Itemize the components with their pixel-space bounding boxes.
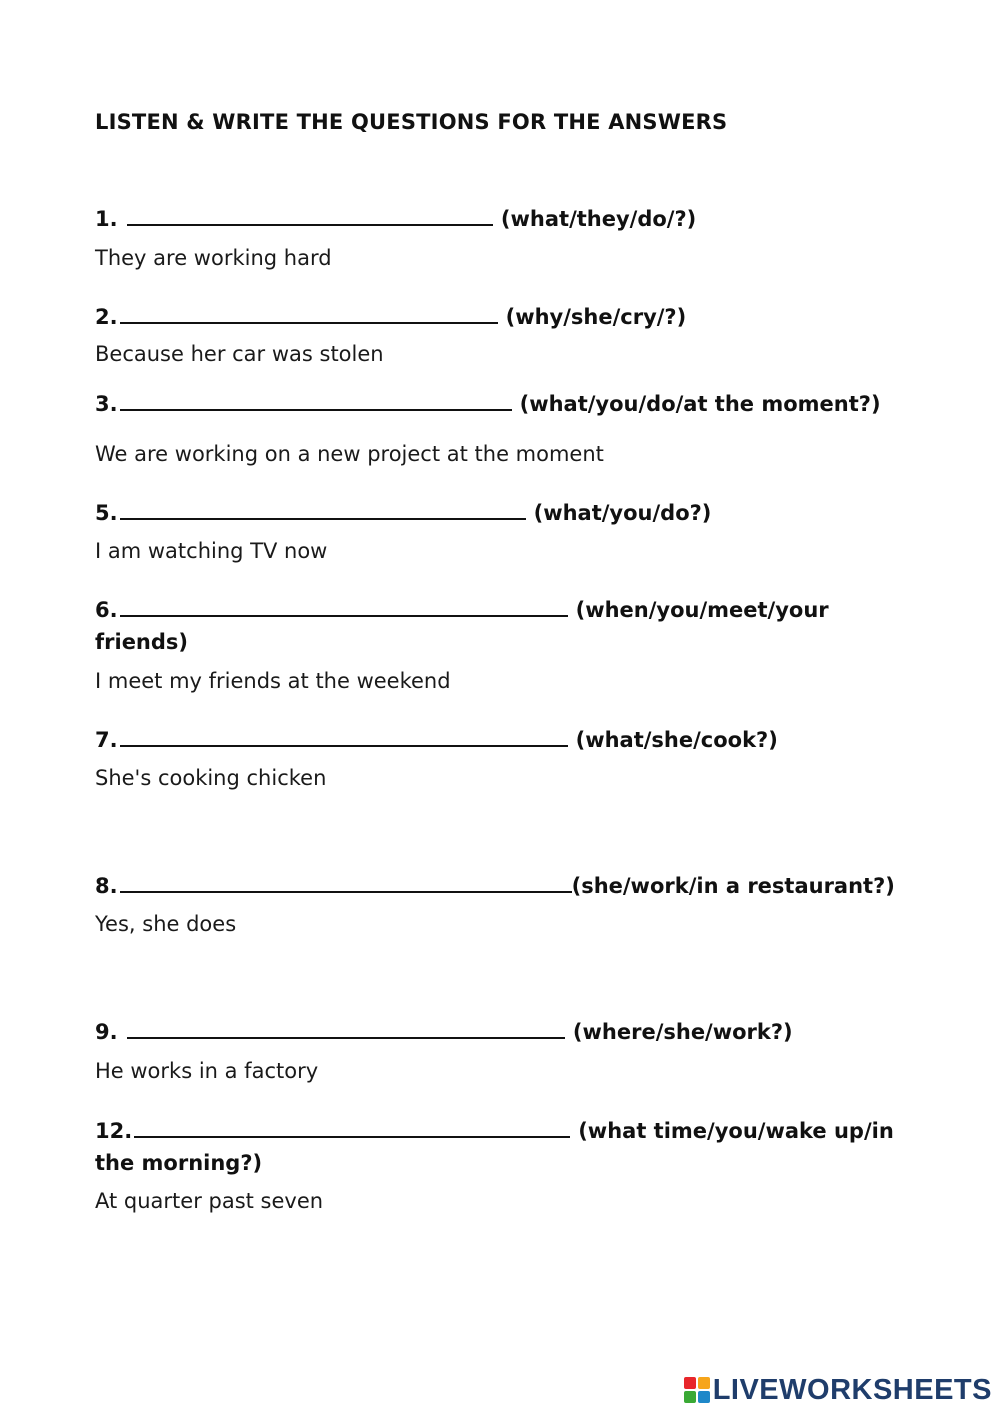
question-number: 6. xyxy=(95,598,118,622)
answer-blank[interactable] xyxy=(120,871,572,893)
answer-blank[interactable] xyxy=(120,302,498,324)
question-prompt: (what/you/do/at the moment?) xyxy=(519,392,881,416)
question-prompt: (when/you/meet/your xyxy=(575,598,829,622)
answer-blank[interactable] xyxy=(120,595,568,617)
answer-text: He works in a factory xyxy=(95,1059,319,1083)
question-2 xyxy=(95,302,686,332)
question-prompt: (what/you/do?) xyxy=(533,501,712,525)
question-8 xyxy=(95,871,895,901)
question-prompt: (what/they/do/?) xyxy=(500,207,697,231)
question-number: 3. xyxy=(95,392,118,416)
question-number: 12. xyxy=(95,1119,133,1143)
answer-text: She's cooking chicken xyxy=(95,766,327,790)
question-number: 1. xyxy=(95,207,125,231)
answer-blank[interactable] xyxy=(134,1116,570,1138)
question-prompt: (what/she/cook?) xyxy=(575,728,778,752)
question-prompt: (she/work/in a restaurant?) xyxy=(571,874,895,898)
question-number: 7. xyxy=(95,728,118,752)
liveworksheets-logo[interactable] xyxy=(684,1373,992,1407)
question-number: 9. xyxy=(95,1020,125,1044)
answer-text: I meet my friends at the weekend xyxy=(95,669,451,693)
liveworksheets-logo-icon xyxy=(684,1377,710,1403)
answer-text: I am watching TV now xyxy=(95,539,328,563)
answer-text: At quarter past seven xyxy=(95,1189,324,1213)
logo-square-green xyxy=(684,1391,696,1403)
logo-square-orange xyxy=(698,1377,710,1389)
answer-blank[interactable] xyxy=(120,725,568,747)
logo-square-red xyxy=(684,1377,696,1389)
logo-square-blue xyxy=(698,1391,710,1403)
question-3 xyxy=(95,389,881,419)
question-prompt: (what time/you/wake up/in xyxy=(578,1119,894,1143)
question-number: 5. xyxy=(95,501,118,525)
question-1 xyxy=(95,204,696,234)
logo-text: LIVEWORKSHEETS xyxy=(712,1373,992,1406)
question-12 xyxy=(95,1116,894,1146)
answer-text: Yes, she does xyxy=(95,912,237,936)
question-prompt: (where/she/work?) xyxy=(572,1020,793,1044)
question-number: 2. xyxy=(95,305,118,329)
answer-blank[interactable] xyxy=(120,498,526,520)
question-9 xyxy=(95,1017,793,1047)
question-5 xyxy=(95,498,711,528)
answer-text: We are working on a new project at the moment xyxy=(95,442,604,466)
answer-text: Because her car was stolen xyxy=(95,342,384,366)
answer-blank[interactable] xyxy=(127,1017,565,1039)
answer-text: They are working hard xyxy=(95,246,332,270)
worksheet-title: LISTEN & WRITE THE QUESTIONS FOR THE ANSWERS xyxy=(95,110,728,134)
question-prompt-continued: friends) xyxy=(95,630,189,654)
question-7 xyxy=(95,725,778,755)
question-6 xyxy=(95,595,829,625)
question-prompt-continued: the morning?) xyxy=(95,1151,263,1175)
answer-blank[interactable] xyxy=(127,204,493,226)
question-number: 8. xyxy=(95,874,118,898)
answer-blank[interactable] xyxy=(120,389,512,411)
question-prompt: (why/she/cry/?) xyxy=(505,305,687,329)
